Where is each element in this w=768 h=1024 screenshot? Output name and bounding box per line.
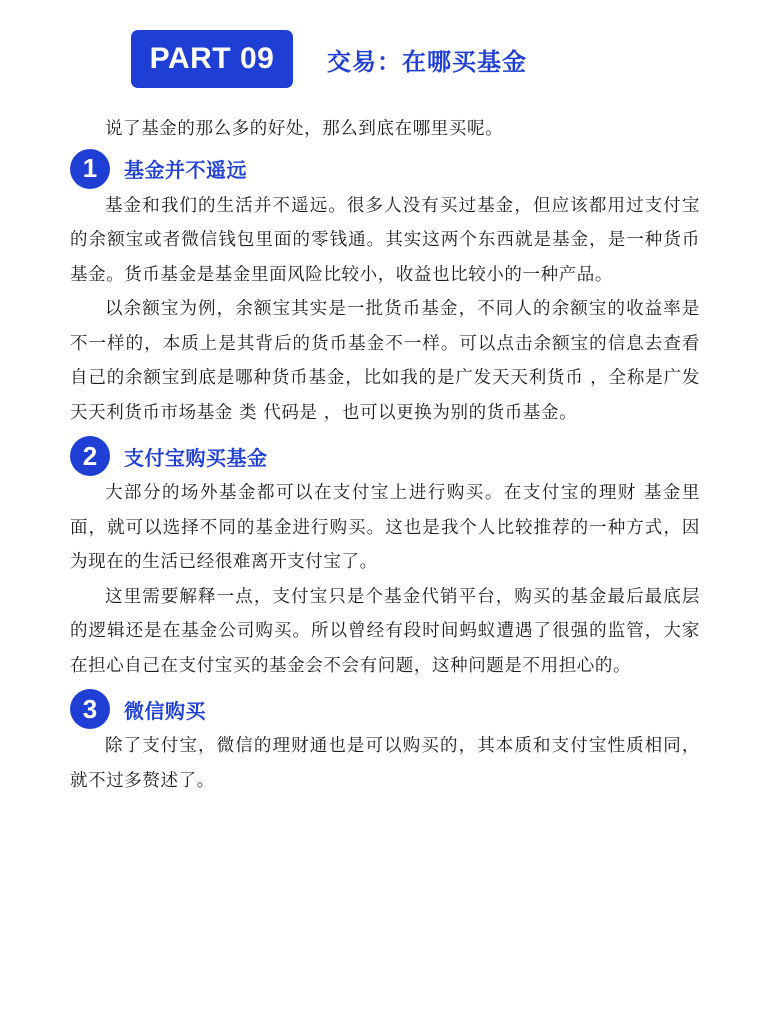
paragraph: 大部分的场外基金都可以在支付宝上进行购买。在支付宝的理财 基金里面，就可以选择不同的基金进行购买。这也是我个人比较推荐的一种方式，因为现在的生活已经很难离开支付宝了。 — [70, 483, 700, 572]
section-1 — [70, 149, 700, 431]
page-header — [131, 29, 527, 89]
section-title: 支付宝购买基金 — [124, 445, 268, 470]
section-heading — [70, 689, 700, 729]
intro-paragraph: 说了基金的那么多的好处，那么到底在哪里买呢。 — [105, 119, 504, 139]
paragraph: 除了支付宝，微信的理财通也是可以购买的，其本质和支付宝性质相同，就不过多赘述了。 — [70, 736, 700, 791]
section-2 — [70, 436, 700, 683]
section-body — [70, 476, 700, 683]
section-body — [70, 729, 700, 798]
paragraph: 基金和我们的生活并不遥远。很多人没有买过基金，但应该都用过支付宝的余额宝或者微信钱包里面的零钱通。其实这两个东西就是基金，是一种货币基金。货币基金是基金里面风险比较小，收益也比较小的一种产品。 — [70, 195, 700, 285]
section-body — [70, 189, 700, 431]
section-3 — [70, 689, 700, 798]
section-heading — [70, 436, 700, 476]
paragraph: 这里需要解释一点，支付宝只是个基金代销平台，购买的基金最后最底层的逻辑还是在基金公司购买。所以曾经有段时间蚂蚁遭遇了很强的监管，大家在担心自己在支付宝买的基金会不会有问题，这种问题是不用担心的。 — [70, 586, 700, 676]
part-badge: PART 09 — [131, 30, 293, 88]
section-heading — [70, 149, 700, 189]
number-3-icon: 3 — [70, 689, 110, 729]
section-title: 微信购买 — [124, 698, 206, 723]
section-title: 基金并不遥远 — [124, 158, 247, 182]
paragraph: 以余额宝为例，余额宝其实是一批货币基金，不同人的余额宝的收益率是不一样的，本质上是其背后的货币基金不一样。可以点击余额宝的信息去查看自己的余额宝到底是哪种货币基金，比如我的是广发天天利货币 ，全称是广发天天利货币市场基金 类 代码是 ，也可以更换为别的货币基金。 — [70, 299, 700, 423]
number-2-icon: 2 — [70, 436, 110, 476]
article-content — [70, 112, 700, 804]
number-1-icon: 1 — [70, 149, 110, 189]
page-title: 交易：在哪买基金 — [327, 47, 527, 76]
